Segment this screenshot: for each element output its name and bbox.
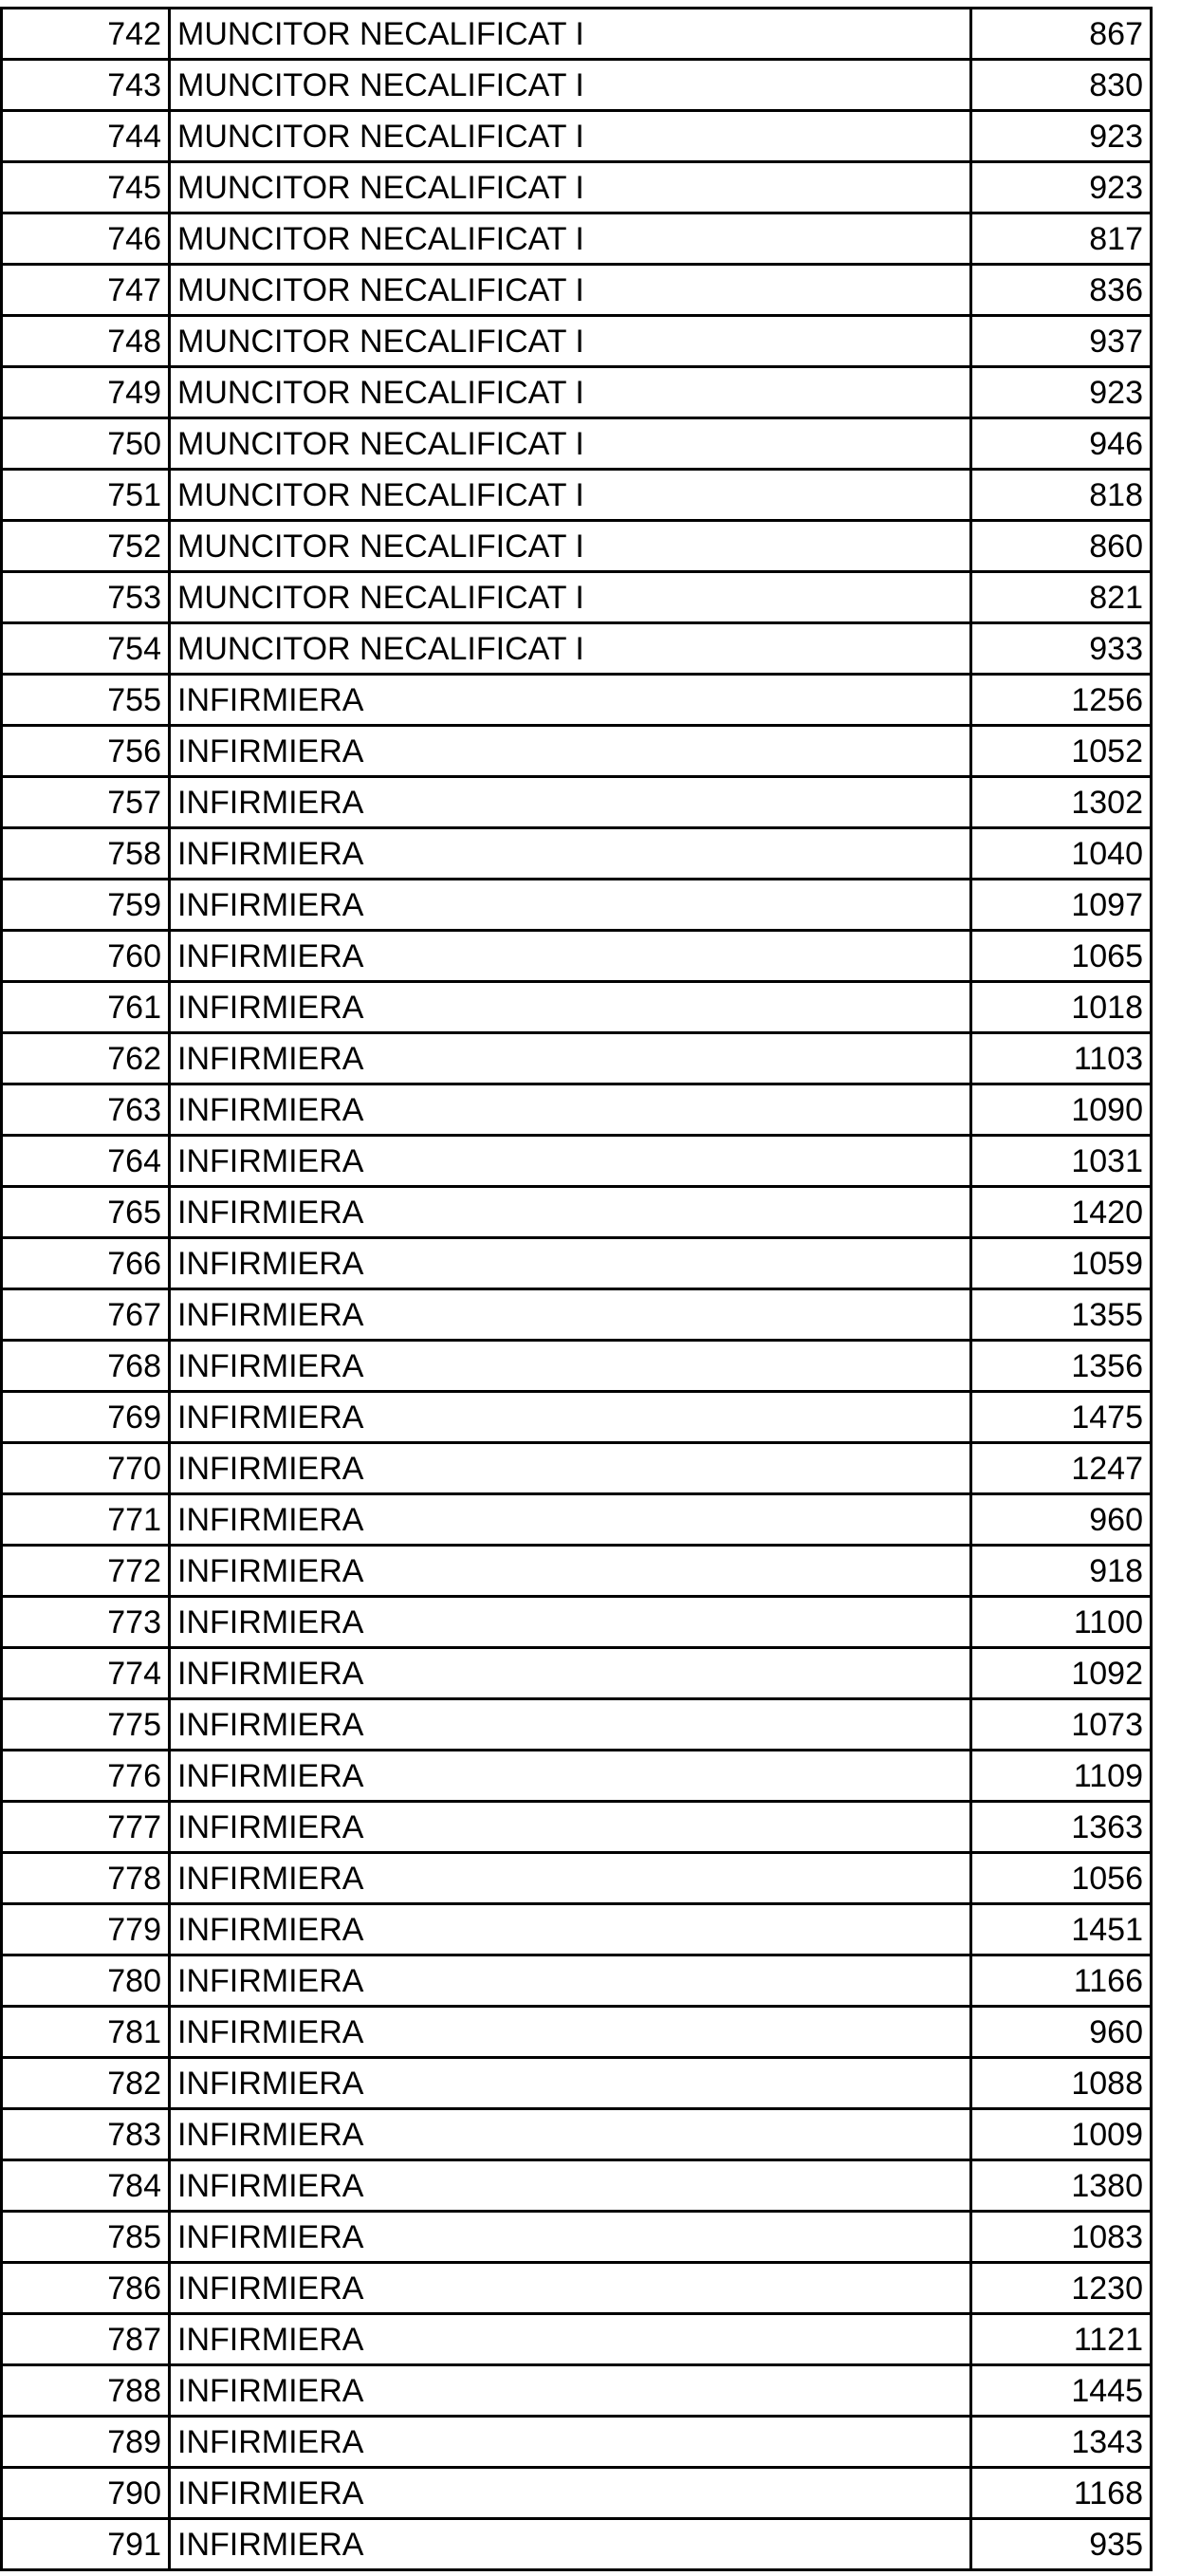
table-row: [2, 9, 1152, 60]
table-row: [2, 1699, 1152, 1751]
job-title-cell: MUNCITOR NECALIFICAT I: [170, 162, 971, 213]
row-number-cell: 754: [2, 623, 170, 675]
job-title-cell: INFIRMIERA: [170, 1392, 971, 1443]
row-number-cell: 766: [2, 1238, 170, 1289]
job-title-cell: MUNCITOR NECALIFICAT I: [170, 367, 971, 418]
job-title-cell: MUNCITOR NECALIFICAT I: [170, 9, 971, 60]
table-row: [2, 1033, 1152, 1084]
value-cell: 1355: [971, 1289, 1152, 1341]
row-number-cell: 755: [2, 675, 170, 726]
table-row: [2, 2468, 1152, 2519]
job-title-cell: MUNCITOR NECALIFICAT I: [170, 213, 971, 265]
job-title-cell: MUNCITOR NECALIFICAT I: [170, 418, 971, 470]
table-row: [2, 521, 1152, 572]
row-number-cell: 744: [2, 111, 170, 162]
row-number-cell: 756: [2, 726, 170, 777]
table-row: [2, 777, 1152, 828]
data-table: [0, 7, 1153, 2571]
row-number-cell: 767: [2, 1289, 170, 1341]
value-cell: 1445: [971, 2365, 1152, 2417]
row-number-cell: 777: [2, 1802, 170, 1853]
row-number-cell: 758: [2, 828, 170, 880]
row-number-cell: 790: [2, 2468, 170, 2519]
job-title-cell: INFIRMIERA: [170, 1033, 971, 1084]
job-title-cell: INFIRMIERA: [170, 675, 971, 726]
value-cell: 1031: [971, 1136, 1152, 1187]
value-cell: 923: [971, 162, 1152, 213]
value-cell: 1073: [971, 1699, 1152, 1751]
value-cell: 923: [971, 367, 1152, 418]
value-cell: 960: [971, 1494, 1152, 1546]
value-cell: 1056: [971, 1853, 1152, 1904]
value-cell: 1343: [971, 2417, 1152, 2468]
table-row: [2, 1648, 1152, 1699]
table-row: [2, 418, 1152, 470]
row-number-cell: 791: [2, 2519, 170, 2570]
row-number-cell: 748: [2, 316, 170, 367]
table-row: [2, 2365, 1152, 2417]
row-number-cell: 779: [2, 1904, 170, 1955]
row-number-cell: 775: [2, 1699, 170, 1751]
table-row: [2, 1955, 1152, 2007]
value-cell: 1230: [971, 2263, 1152, 2314]
table-row: [2, 2160, 1152, 2212]
table-row: [2, 2263, 1152, 2314]
table-row: [2, 1341, 1152, 1392]
job-title-cell: INFIRMIERA: [170, 2007, 971, 2058]
job-title-cell: INFIRMIERA: [170, 1289, 971, 1341]
table-row: [2, 162, 1152, 213]
value-cell: 1100: [971, 1597, 1152, 1648]
value-cell: 1009: [971, 2109, 1152, 2160]
row-number-cell: 776: [2, 1751, 170, 1802]
value-cell: 1168: [971, 2468, 1152, 2519]
value-cell: 1121: [971, 2314, 1152, 2365]
row-number-cell: 749: [2, 367, 170, 418]
value-cell: 818: [971, 470, 1152, 521]
row-number-cell: 765: [2, 1187, 170, 1238]
job-title-cell: INFIRMIERA: [170, 1187, 971, 1238]
row-number-cell: 771: [2, 1494, 170, 1546]
value-cell: 960: [971, 2007, 1152, 2058]
table-row: [2, 726, 1152, 777]
job-title-cell: INFIRMIERA: [170, 1751, 971, 1802]
job-title-cell: MUNCITOR NECALIFICAT I: [170, 623, 971, 675]
row-number-cell: 757: [2, 777, 170, 828]
value-cell: 1090: [971, 1084, 1152, 1136]
table-row: [2, 1751, 1152, 1802]
table-row: [2, 2314, 1152, 2365]
job-title-cell: INFIRMIERA: [170, 726, 971, 777]
table-row: [2, 1289, 1152, 1341]
value-cell: 1018: [971, 982, 1152, 1033]
table-row: [2, 2109, 1152, 2160]
job-title-cell: INFIRMIERA: [170, 1853, 971, 1904]
value-cell: 1065: [971, 931, 1152, 982]
table-body: [2, 9, 1152, 2570]
table-row: [2, 675, 1152, 726]
job-title-cell: MUNCITOR NECALIFICAT I: [170, 572, 971, 623]
value-cell: 1040: [971, 828, 1152, 880]
table-row: [2, 213, 1152, 265]
value-cell: 817: [971, 213, 1152, 265]
table-row: [2, 1494, 1152, 1546]
table-row: [2, 2058, 1152, 2109]
value-cell: 946: [971, 418, 1152, 470]
row-number-cell: 785: [2, 2212, 170, 2263]
value-cell: 935: [971, 2519, 1152, 2570]
table-row: [2, 1187, 1152, 1238]
row-number-cell: 750: [2, 418, 170, 470]
row-number-cell: 759: [2, 880, 170, 931]
job-title-cell: MUNCITOR NECALIFICAT I: [170, 470, 971, 521]
row-number-cell: 762: [2, 1033, 170, 1084]
table-row: [2, 2007, 1152, 2058]
table-row: [2, 316, 1152, 367]
job-title-cell: INFIRMIERA: [170, 2519, 971, 2570]
value-cell: 1109: [971, 1751, 1152, 1802]
job-title-cell: INFIRMIERA: [170, 2417, 971, 2468]
row-number-cell: 787: [2, 2314, 170, 2365]
job-title-cell: INFIRMIERA: [170, 2263, 971, 2314]
job-title-cell: MUNCITOR NECALIFICAT I: [170, 111, 971, 162]
table-row: [2, 572, 1152, 623]
job-title-cell: INFIRMIERA: [170, 2160, 971, 2212]
row-number-cell: 745: [2, 162, 170, 213]
value-cell: 1097: [971, 880, 1152, 931]
table-row: [2, 1802, 1152, 1853]
row-number-cell: 783: [2, 2109, 170, 2160]
job-title-cell: INFIRMIERA: [170, 1494, 971, 1546]
job-title-cell: INFIRMIERA: [170, 1136, 971, 1187]
job-title-cell: INFIRMIERA: [170, 2212, 971, 2263]
table-row: [2, 1546, 1152, 1597]
table-row: [2, 2417, 1152, 2468]
value-cell: 860: [971, 521, 1152, 572]
job-title-cell: INFIRMIERA: [170, 1955, 971, 2007]
job-title-cell: INFIRMIERA: [170, 1904, 971, 1955]
value-cell: 1380: [971, 2160, 1152, 2212]
table-row: [2, 470, 1152, 521]
value-cell: 1302: [971, 777, 1152, 828]
table-row: [2, 1443, 1152, 1494]
job-title-cell: INFIRMIERA: [170, 2058, 971, 2109]
row-number-cell: 772: [2, 1546, 170, 1597]
table-row: [2, 931, 1152, 982]
job-title-cell: INFIRMIERA: [170, 1238, 971, 1289]
row-number-cell: 763: [2, 1084, 170, 1136]
job-title-cell: INFIRMIERA: [170, 880, 971, 931]
row-number-cell: 782: [2, 2058, 170, 2109]
job-title-cell: INFIRMIERA: [170, 1597, 971, 1648]
row-number-cell: 743: [2, 60, 170, 111]
table-row: [2, 1904, 1152, 1955]
row-number-cell: 746: [2, 213, 170, 265]
value-cell: 1420: [971, 1187, 1152, 1238]
table-row: [2, 1392, 1152, 1443]
value-cell: 1363: [971, 1802, 1152, 1853]
job-title-cell: INFIRMIERA: [170, 2109, 971, 2160]
table-row: [2, 60, 1152, 111]
value-cell: 918: [971, 1546, 1152, 1597]
value-cell: 830: [971, 60, 1152, 111]
table-row: [2, 1853, 1152, 1904]
table-row: [2, 367, 1152, 418]
row-number-cell: 784: [2, 2160, 170, 2212]
job-title-cell: MUNCITOR NECALIFICAT I: [170, 521, 971, 572]
value-cell: 937: [971, 316, 1152, 367]
job-title-cell: INFIRMIERA: [170, 931, 971, 982]
table-row: [2, 623, 1152, 675]
row-number-cell: 752: [2, 521, 170, 572]
row-number-cell: 774: [2, 1648, 170, 1699]
value-cell: 867: [971, 9, 1152, 60]
table-row: [2, 828, 1152, 880]
table-row: [2, 2519, 1152, 2570]
value-cell: 1103: [971, 1033, 1152, 1084]
row-number-cell: 751: [2, 470, 170, 521]
value-cell: 1083: [971, 2212, 1152, 2263]
job-title-cell: MUNCITOR NECALIFICAT I: [170, 60, 971, 111]
job-title-cell: INFIRMIERA: [170, 828, 971, 880]
value-cell: 1256: [971, 675, 1152, 726]
job-title-cell: INFIRMIERA: [170, 2314, 971, 2365]
value-cell: 1356: [971, 1341, 1152, 1392]
value-cell: 933: [971, 623, 1152, 675]
value-cell: 1451: [971, 1904, 1152, 1955]
row-number-cell: 761: [2, 982, 170, 1033]
table-row: [2, 982, 1152, 1033]
job-title-cell: INFIRMIERA: [170, 1802, 971, 1853]
job-title-cell: INFIRMIERA: [170, 1546, 971, 1597]
row-number-cell: 768: [2, 1341, 170, 1392]
table-row: [2, 1238, 1152, 1289]
row-number-cell: 769: [2, 1392, 170, 1443]
job-title-cell: INFIRMIERA: [170, 1699, 971, 1751]
row-number-cell: 778: [2, 1853, 170, 1904]
table-row: [2, 1597, 1152, 1648]
value-cell: 1059: [971, 1238, 1152, 1289]
row-number-cell: 788: [2, 2365, 170, 2417]
job-title-cell: INFIRMIERA: [170, 2468, 971, 2519]
table-row: [2, 880, 1152, 931]
row-number-cell: 760: [2, 931, 170, 982]
job-title-cell: MUNCITOR NECALIFICAT I: [170, 265, 971, 316]
table-row: [2, 265, 1152, 316]
value-cell: 1092: [971, 1648, 1152, 1699]
job-title-cell: INFIRMIERA: [170, 982, 971, 1033]
job-title-cell: INFIRMIERA: [170, 1648, 971, 1699]
job-title-cell: INFIRMIERA: [170, 1443, 971, 1494]
job-title-cell: MUNCITOR NECALIFICAT I: [170, 316, 971, 367]
value-cell: 1052: [971, 726, 1152, 777]
row-number-cell: 780: [2, 1955, 170, 2007]
value-cell: 1247: [971, 1443, 1152, 1494]
table-row: [2, 111, 1152, 162]
job-title-cell: INFIRMIERA: [170, 1341, 971, 1392]
value-cell: 1475: [971, 1392, 1152, 1443]
row-number-cell: 773: [2, 1597, 170, 1648]
row-number-cell: 789: [2, 2417, 170, 2468]
value-cell: 923: [971, 111, 1152, 162]
row-number-cell: 747: [2, 265, 170, 316]
job-title-cell: INFIRMIERA: [170, 1084, 971, 1136]
table-row: [2, 2212, 1152, 2263]
row-number-cell: 781: [2, 2007, 170, 2058]
value-cell: 821: [971, 572, 1152, 623]
value-cell: 836: [971, 265, 1152, 316]
row-number-cell: 742: [2, 9, 170, 60]
row-number-cell: 786: [2, 2263, 170, 2314]
row-number-cell: 764: [2, 1136, 170, 1187]
job-title-cell: INFIRMIERA: [170, 2365, 971, 2417]
value-cell: 1166: [971, 1955, 1152, 2007]
table-row: [2, 1084, 1152, 1136]
value-cell: 1088: [971, 2058, 1152, 2109]
row-number-cell: 753: [2, 572, 170, 623]
row-number-cell: 770: [2, 1443, 170, 1494]
table-row: [2, 1136, 1152, 1187]
job-title-cell: INFIRMIERA: [170, 777, 971, 828]
